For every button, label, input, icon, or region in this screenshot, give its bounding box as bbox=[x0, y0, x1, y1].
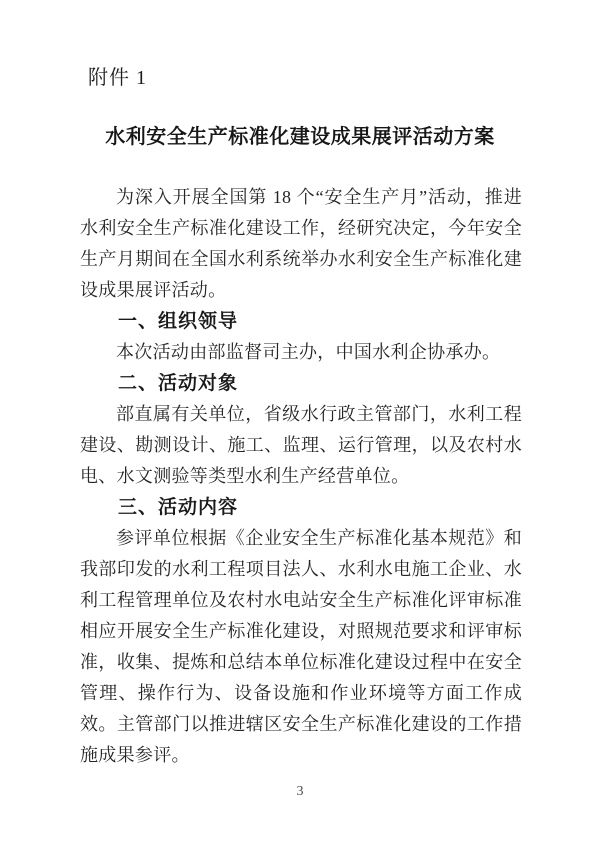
document-title: 水利安全生产标准化建设成果展评活动方案 bbox=[105, 126, 495, 148]
section-heading-activity-content: 三、活动内容 bbox=[118, 497, 239, 518]
section-body-organization-leadership: 本次活动由部监督司主办，中国水利企协承办。 bbox=[116, 342, 501, 362]
document-body bbox=[80, 182, 522, 771]
intro-paragraph: 为深入开展全国第 18 个“安全生产月”活动，推进水利安全生产标准化建设工作，经研究决定，今年安全生产月期间在全国水利系统举办水利安全生产标准化建设成果展评活动。 bbox=[80, 187, 522, 300]
section-body-activity-content: 参评单位根据《企业安全生产标准化基本规范》和我部印发的水利工程项目法人、水利水电施工企业、水利工程管理单位及农村水电站安全生产标准化评审标准相应开展安全生产标准化建设，对照规范要求和评审标准，收集、提炼和总结本单位标准化建设过程中在安全管理、操作行为、设备设施和作业环境等方面工作成效。主管部门以推进辖区安全生产标准化建设的工作措施成果参评。 bbox=[80, 528, 522, 765]
section-heading-activity-targets: 二、活动对象 bbox=[118, 373, 239, 394]
section-body-activity-targets: 部直属有关单位，省级水行政主管部门，水利工程建设、勘测设计、施工、监理、运行管理，以及农村水电、水文测验等类型水利生产经营单位。 bbox=[80, 404, 522, 486]
attachment-label: 附件 1 bbox=[88, 67, 147, 89]
section-heading-organization-leadership: 一、组织领导 bbox=[118, 311, 239, 332]
page-number: 3 bbox=[296, 784, 304, 799]
